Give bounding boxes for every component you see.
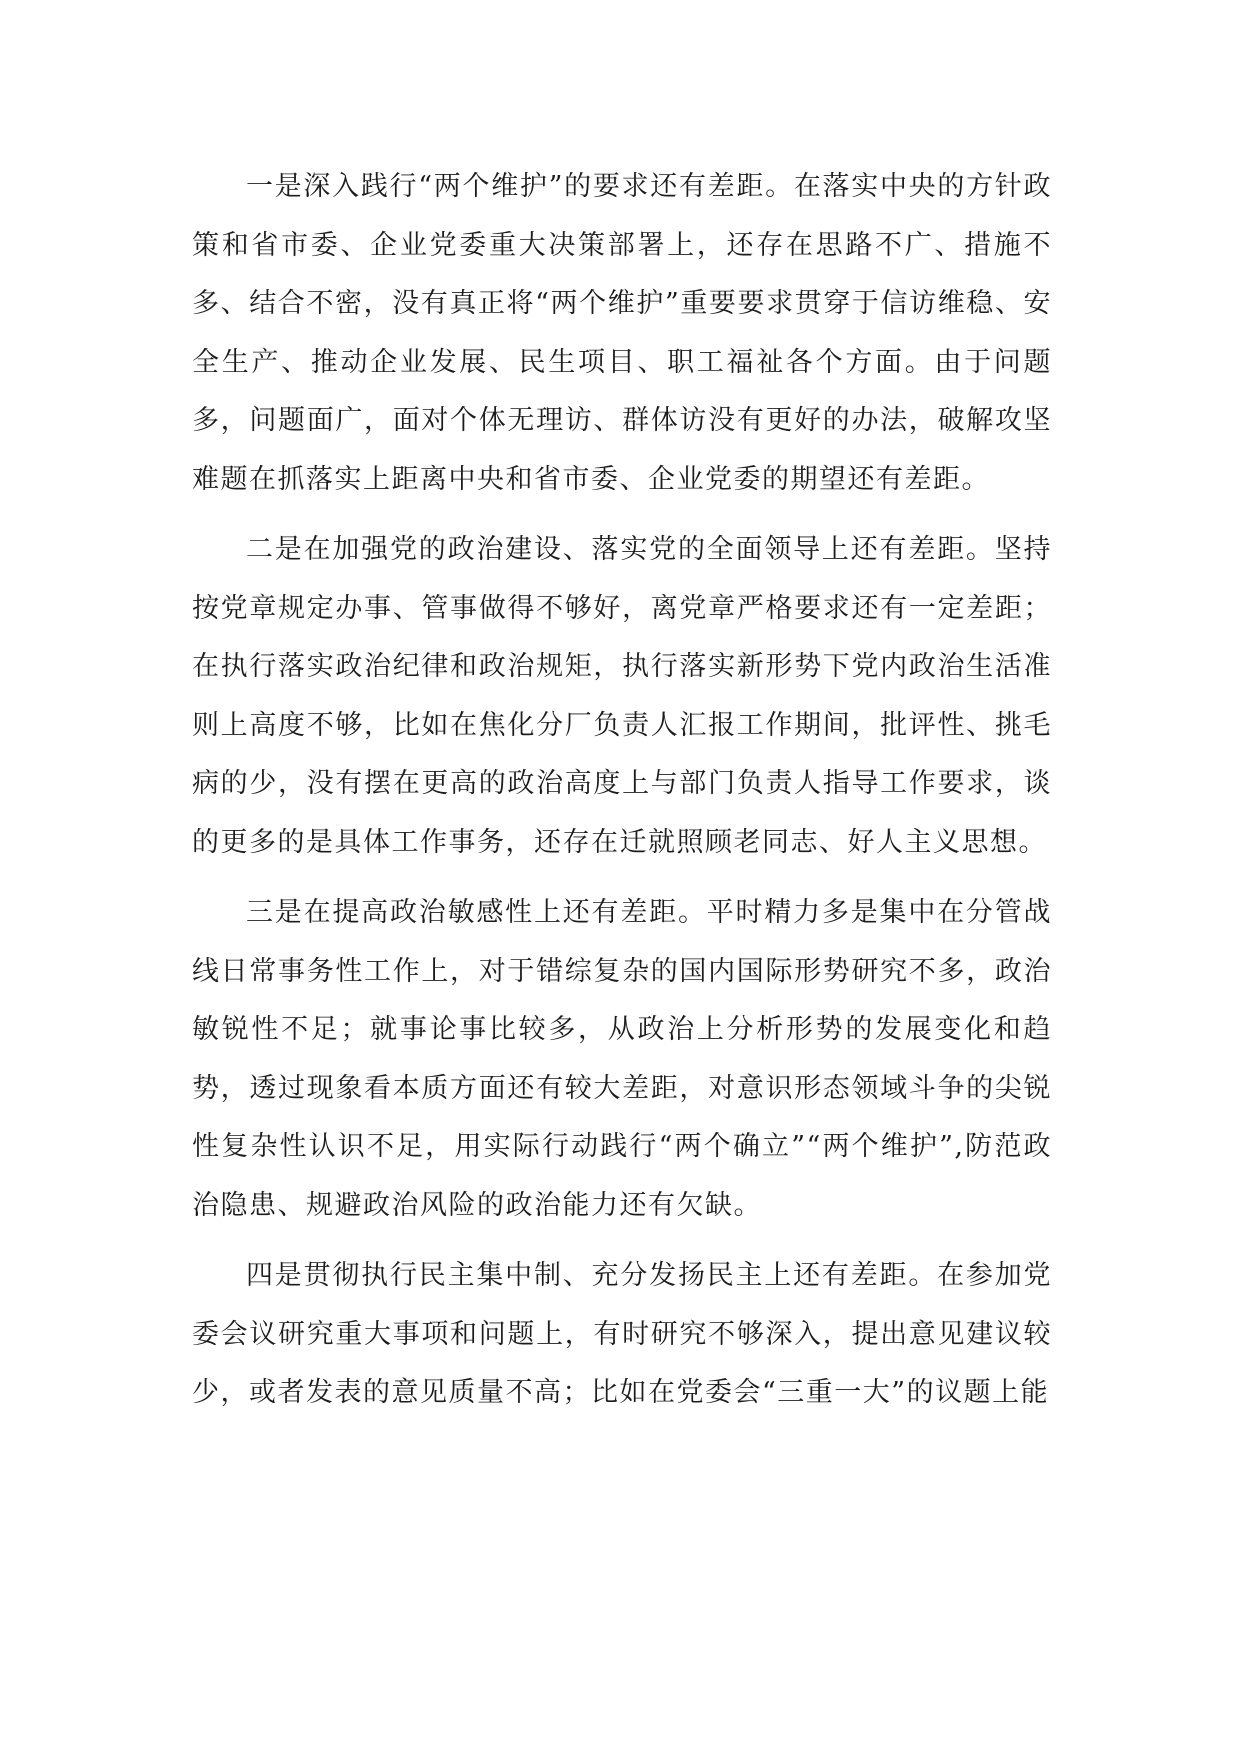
paragraph-1: 一是深入践行“两个维护”的要求还有差距。在落实中央的方针政策和省市委、企业党委重大决策部署上，还存在思路不广、措施不多、结合不密，没有真正将“两个维护”重要要求贯穿于信访维稳、安全生产、推动企业发展、民生项目、职工福祉各个方面。由于问题多，问题面广，面对个体无理访、群体访没有更好的办法，破解攻坚难题在抓落实上距离中央和省市委、企业党委的期望还有差距。: [192, 171, 1052, 495]
document-body: [192, 158, 1052, 1435]
paragraph-4: 四是贯彻执行民主集中制、充分发扬民主上还有差距。在参加党委会议研究重大事项和问题上，有时研究不够深入，提出意见建议较少，或者发表的意见质量不高；比如在党委会“三重一大”的议题上能: [192, 1260, 1052, 1408]
paragraph-2: 二是在加强党的政治建设、落实党的全面领导上还有差距。坚持按党章规定办事、管事做得不够好，离党章严格要求还有一定差距；在执行落实政治纪律和政治规矩，执行落实新形势下党内政治生活准则上高度不够，比如在焦化分厂负责人汇报工作期间，批评性、挑毛病的少，没有摆在更高的政治高度上与部门负责人指导工作要求，谈的更多的是具体工作事务，还存在迁就照顾老同志、好人主义思想。: [192, 534, 1052, 858]
paragraph-3: 三是在提高政治敏感性上还有差距。平时精力多是集中在分管战线日常事务性工作上，对于错综复杂的国内国际形势研究不多，政治敏锐性不足；就事论事比较多，从政治上分析形势的发展变化和趋势，透过现象看本质方面还有较大差距，对意识形态领域斗争的尖锐性复杂性认识不足，用实际行动践行“两个确立”“两个维护”,防范政治隐患、规避政治风险的政治能力还有欠缺。: [192, 897, 1052, 1221]
